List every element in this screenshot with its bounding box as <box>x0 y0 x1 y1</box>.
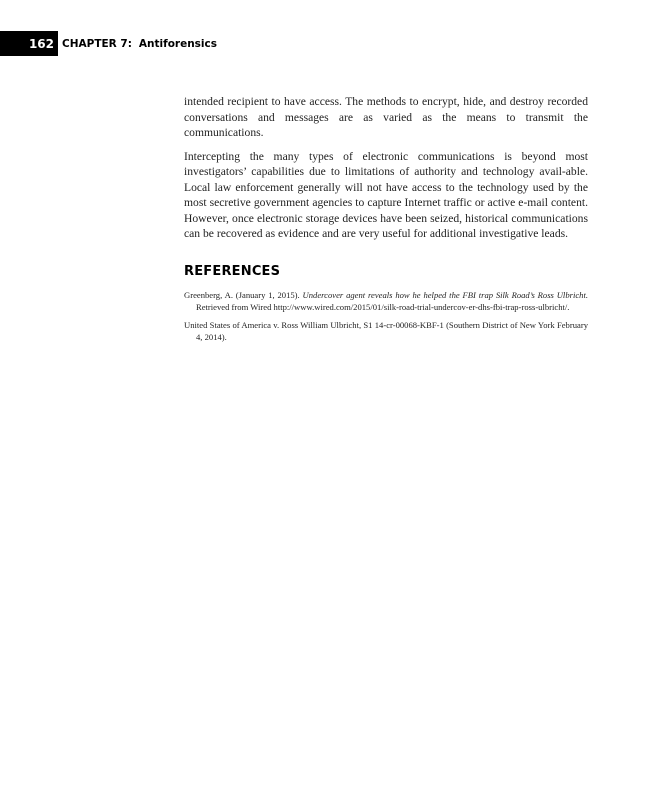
reference-title: Undercover agent reveals how he helped the FBI trap Silk Road’s Ross Ulbricht. <box>302 289 588 300</box>
body-paragraph: intended recipient to have access. The methods to encrypt, hide, and destroy recorded conversations and messages are as varied as the means to transmit the communications. <box>184 95 588 139</box>
running-header <box>0 31 217 56</box>
reference-entry <box>184 289 588 314</box>
references-heading: REFERENCES <box>184 263 281 279</box>
chapter-heading <box>62 38 217 50</box>
page-number: 162 <box>0 31 58 56</box>
page-content <box>184 94 588 349</box>
reference-entry <box>184 319 588 344</box>
chapter-title: Antiforensics <box>138 37 218 50</box>
reference-lead: Greenberg, A. (January 1, 2015). <box>184 289 303 300</box>
reference-tail: Retrieved from Wired http://www.wired.com/2015/01/silk-road-trial-undercov-er-dhs-fbi-trap-ross-ulbricht/. <box>196 302 570 312</box>
body-paragraph: Intercepting the many types of electronic communications is beyond most investigators’ capabilities due to limitations of authority and technology avail-able. Local law enforcement generally will not have access to the technology used by the most secretive government agencies to capture Internet traffic or active e-mail content. However, once electronic storage devices have been seized, historical communications can be recovered as evidence and are very useful for additional investigative leads. <box>184 149 588 240</box>
chapter-number: CHAPTER 7: <box>62 37 132 50</box>
reference-lead: United States of America v. Ross William Ulbricht, S1 14-cr-00068-KBF-1 (Southern District of New York February 4, 2014). <box>184 319 588 342</box>
